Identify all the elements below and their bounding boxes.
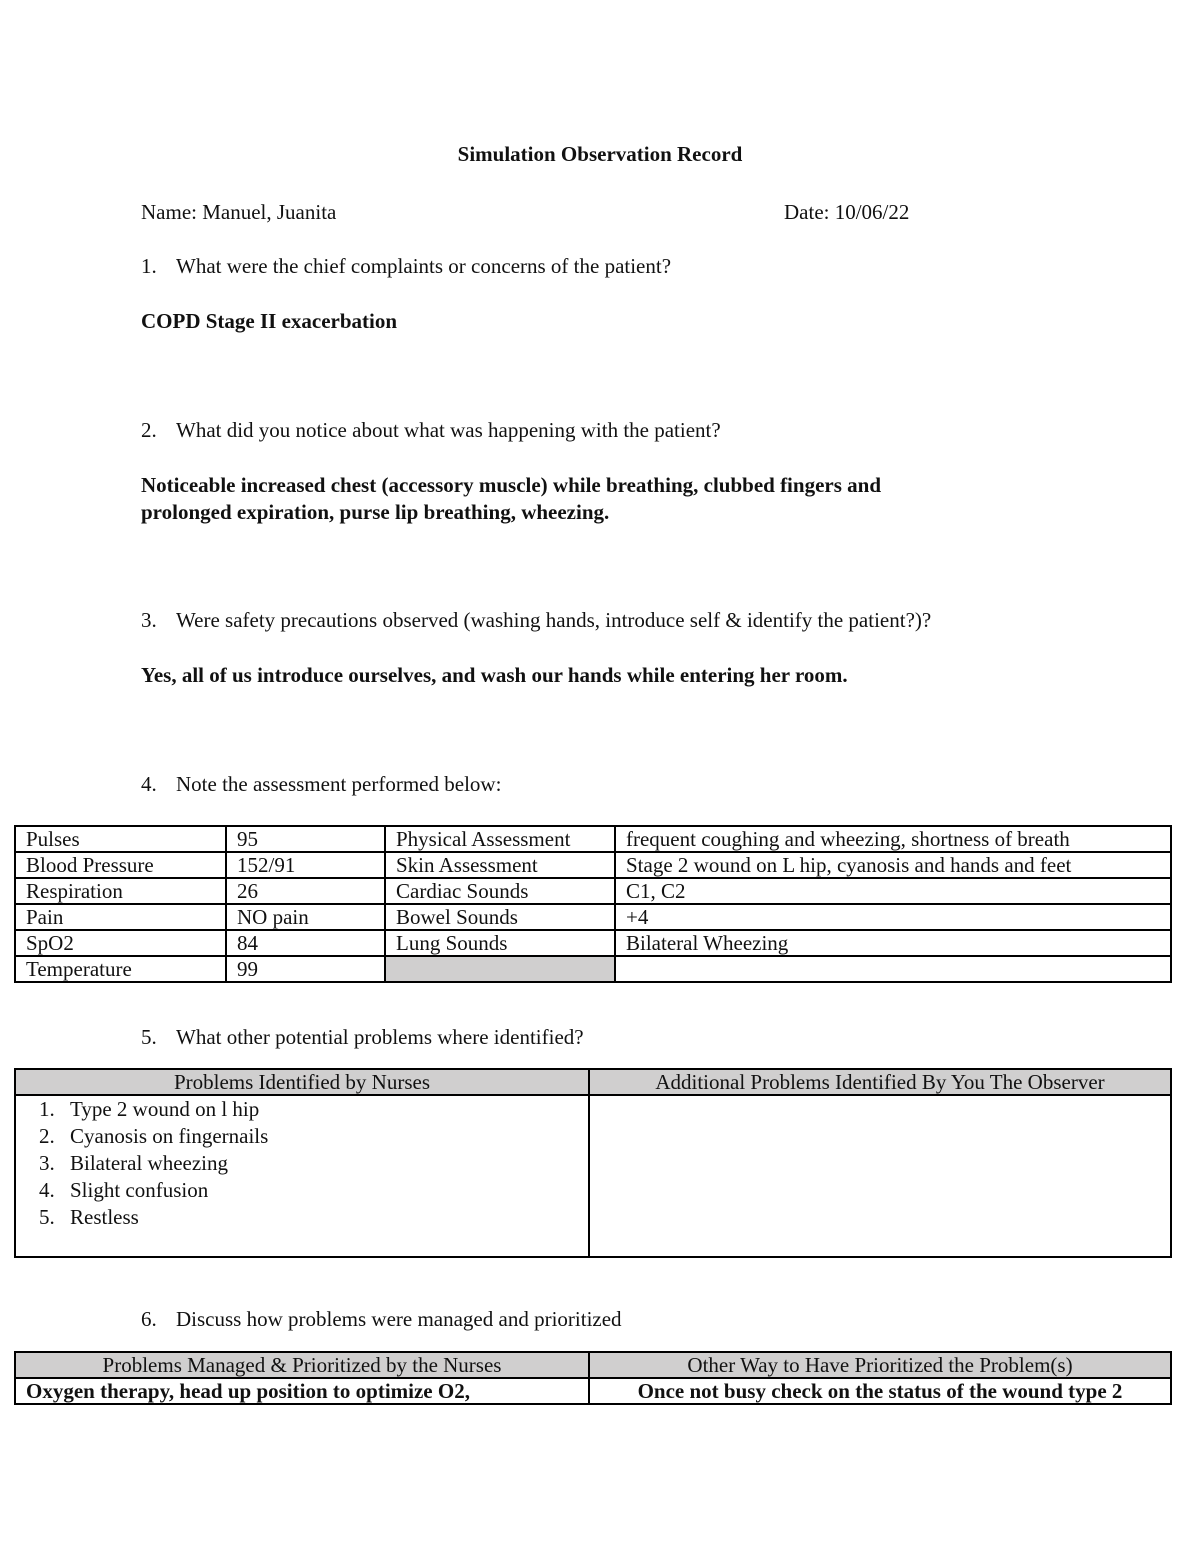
assessment-label: Physical Assessment	[385, 826, 615, 852]
assessment-value: Stage 2 wound on L hip, cyanosis and hands and feet	[615, 852, 1171, 878]
vital-value: 84	[226, 930, 385, 956]
question-number: 3.	[141, 608, 157, 632]
question-number: 6.	[141, 1307, 157, 1331]
managed-header-nurses: Problems Managed & Prioritized by the Nurses	[15, 1352, 589, 1378]
assessment-label: Skin Assessment	[385, 852, 615, 878]
assessment-value: +4	[615, 904, 1171, 930]
answer-2-line-2: prolonged expiration, purse lip breathing, wheezing.	[141, 500, 610, 524]
document-title: Simulation Observation Record	[457, 142, 743, 166]
question-text: What other potential problems where identified?	[176, 1025, 584, 1049]
problems-header-observer: Additional Problems Identified By You The Observer	[589, 1069, 1171, 1095]
question-1	[141, 254, 671, 279]
question-4	[141, 772, 501, 797]
answer-3: Yes, all of us introduce ourselves, and wash our hands while entering her room.	[141, 663, 848, 687]
assessment-label: Lung Sounds	[385, 930, 615, 956]
question-number: 4.	[141, 772, 157, 796]
assessment-label	[385, 956, 615, 982]
question-5	[141, 1025, 584, 1050]
assessment-value: C1, C2	[615, 878, 1171, 904]
assessment-row	[15, 956, 1171, 982]
managed-nurses-cell: Oxygen therapy, head up position to optimize O2,	[15, 1378, 589, 1404]
question-number: 1.	[141, 254, 157, 278]
assessment-label: Cardiac Sounds	[385, 878, 615, 904]
managed-other-cell: Once not busy check on the status of the wound type 2	[589, 1378, 1171, 1404]
assessment-label: Bowel Sounds	[385, 904, 615, 930]
answer-2-line-1: Noticeable increased chest (accessory muscle) while breathing, clubbed fingers and	[141, 473, 881, 497]
vital-value: NO pain	[226, 904, 385, 930]
assessment-row	[15, 878, 1171, 904]
question-text: What were the chief complaints or concerns of the patient?	[176, 254, 672, 278]
question-6	[141, 1307, 622, 1332]
problem-item: 2. Cyanosis on fingernails	[60, 1123, 588, 1150]
problem-item: 3. Bilateral wheezing	[60, 1150, 588, 1177]
assessment-value: frequent coughing and wheezing, shortness of breath	[615, 826, 1171, 852]
vital-value: 99	[226, 956, 385, 982]
observer-problems-cell	[589, 1095, 1171, 1257]
problem-item: 4. Slight confusion	[60, 1177, 588, 1204]
vital-value: 95	[226, 826, 385, 852]
assessment-value	[615, 956, 1171, 982]
question-text: Were safety precautions observed (washing hands, introduce self & identify the patient?)?	[176, 608, 932, 632]
vital-label: Temperature	[15, 956, 226, 982]
problems-table	[14, 1068, 1172, 1258]
question-text: Note the assessment performed below:	[176, 772, 502, 796]
vital-label: Pulses	[15, 826, 226, 852]
problem-item: 5. Restless	[60, 1204, 588, 1231]
problem-item: 1. Type 2 wound on l hip	[60, 1096, 588, 1123]
assessment-row	[15, 852, 1171, 878]
assessment-row	[15, 930, 1171, 956]
question-3	[141, 608, 931, 633]
assessment-table	[14, 825, 1172, 983]
assessment-row	[15, 904, 1171, 930]
managed-header-other: Other Way to Have Prioritized the Problem(s)	[589, 1352, 1171, 1378]
vital-value: 26	[226, 878, 385, 904]
question-2	[141, 418, 721, 443]
question-number: 2.	[141, 418, 157, 442]
assessment-row	[15, 826, 1171, 852]
vital-label: SpO2	[15, 930, 226, 956]
patient-name: Name: Manuel, Juanita	[141, 200, 337, 224]
problems-list-cell	[15, 1095, 589, 1257]
vital-label: Respiration	[15, 878, 226, 904]
answer-1: COPD Stage II exacerbation	[141, 309, 398, 333]
question-text: What did you notice about what was happening with the patient?	[176, 418, 721, 442]
record-date: Date: 10/06/22	[784, 200, 910, 224]
question-number: 5.	[141, 1025, 157, 1049]
problems-header-nurses: Problems Identified by Nurses	[15, 1069, 589, 1095]
vital-label: Pain	[15, 904, 226, 930]
vital-label: Blood Pressure	[15, 852, 226, 878]
managed-table	[14, 1351, 1172, 1405]
problems-list	[16, 1096, 588, 1231]
assessment-value: Bilateral Wheezing	[615, 930, 1171, 956]
question-text: Discuss how problems were managed and prioritized	[176, 1307, 622, 1331]
vital-value: 152/91	[226, 852, 385, 878]
